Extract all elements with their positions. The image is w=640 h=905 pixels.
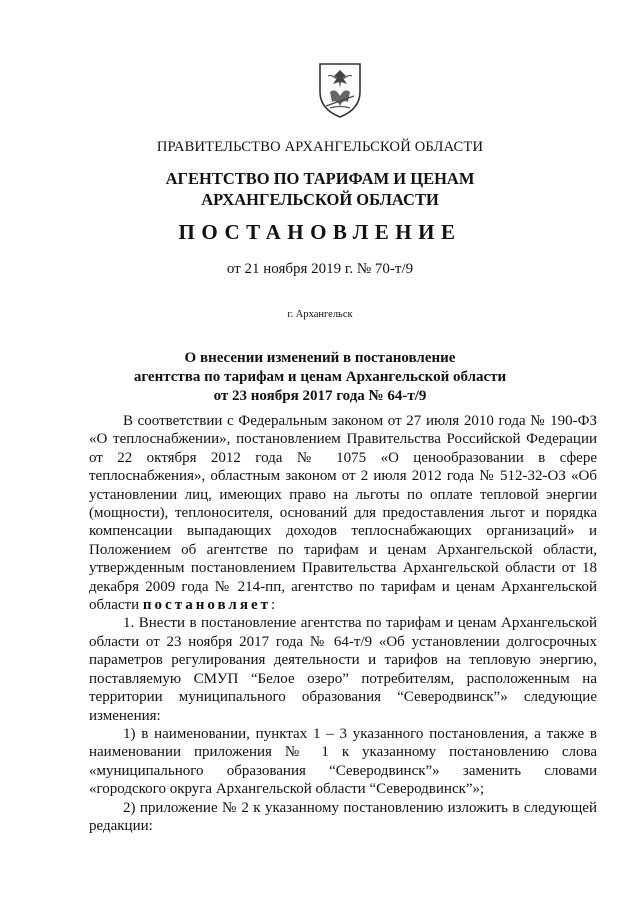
document-type-title: ПОСТАНОВЛЕНИЕ [178, 220, 462, 244]
preamble-text: В соответствии с Федеральным законом от 27 июля 2010 года № 190-ФЗ «О теплоснабжении», постановлением Правительства Российской Федерации от 22 октября 2012 года № 1075 «О ценообразовании в сфере теплоснабжения», областным законом от 2 июля 2012 года № 512-32-ОЗ «Об установлении лиц, имеющих право на льготы по оплате тепловой энергии (мощности), теплоносителя, оснований для предоставления льгот и порядка компенсации выпадающих доходов теплоснабжающих организаций» и Положением об агентстве по тарифам и ценам Архангельской области, утвержденным постановлением Правительства Архангельской области от 18 декабря 2009 года № 214-пп, агентство по тарифам и ценам Архангельской области [89, 413, 597, 614]
document-subject [0, 349, 640, 406]
document-date-number: от 21 ноября 2019 г. № 70-т/9 [226, 261, 414, 277]
agency-name [0, 168, 640, 210]
subitem-1-paragraph: 1) в наименовании, пунктах 1 – 3 указанного постановления, а также в наименовании приложения № 1 к указанному постановлению слова «муниципального образования “Северодвинск”» заменить словами «городского округа Архангельской области “Северодвинск”»; [89, 725, 597, 798]
item-1-paragraph: 1. Внести в постановление агентства по тарифам и ценам Архангельской области от 23 ноября 2017 года № 64-т/9 «Об установлении долгосрочных параметров регулирования деятельности и тарифов на тепловую энергию, поставляемую СМУП “Белое озеро” потребителям, расположенным на территории муниципального образования “Северодвинск”» следующие изменения: [89, 615, 597, 724]
coat-of-arms-emblem [316, 62, 364, 118]
document-body [89, 412, 597, 835]
subject-line: О внесении изменений в постановление [184, 350, 456, 366]
subitem-2-paragraph: 2) приложение № 2 к указанному постановлению изложить в следующей редакции: [89, 799, 597, 834]
agency-name-line: АРХАНГЕЛЬСКОЙ ОБЛАСТИ [201, 190, 439, 209]
resolves-colon: : [271, 597, 276, 614]
document-city: г. Архангельск [287, 309, 353, 320]
subject-line: от 23 ноября 2017 года № 64-т/9 [213, 388, 427, 404]
resolves-word: постановляет [142, 597, 271, 614]
preamble-paragraph [89, 412, 597, 614]
government-name: ПРАВИТЕЛЬСТВО АРХАНГЕЛЬСКОЙ ОБЛАСТИ [156, 139, 484, 155]
agency-name-line: АГЕНТСТВО ПО ТАРИФАМ И ЦЕНАМ [165, 169, 475, 188]
subject-line: агентства по тарифам и ценам Архангельской области [133, 369, 507, 385]
